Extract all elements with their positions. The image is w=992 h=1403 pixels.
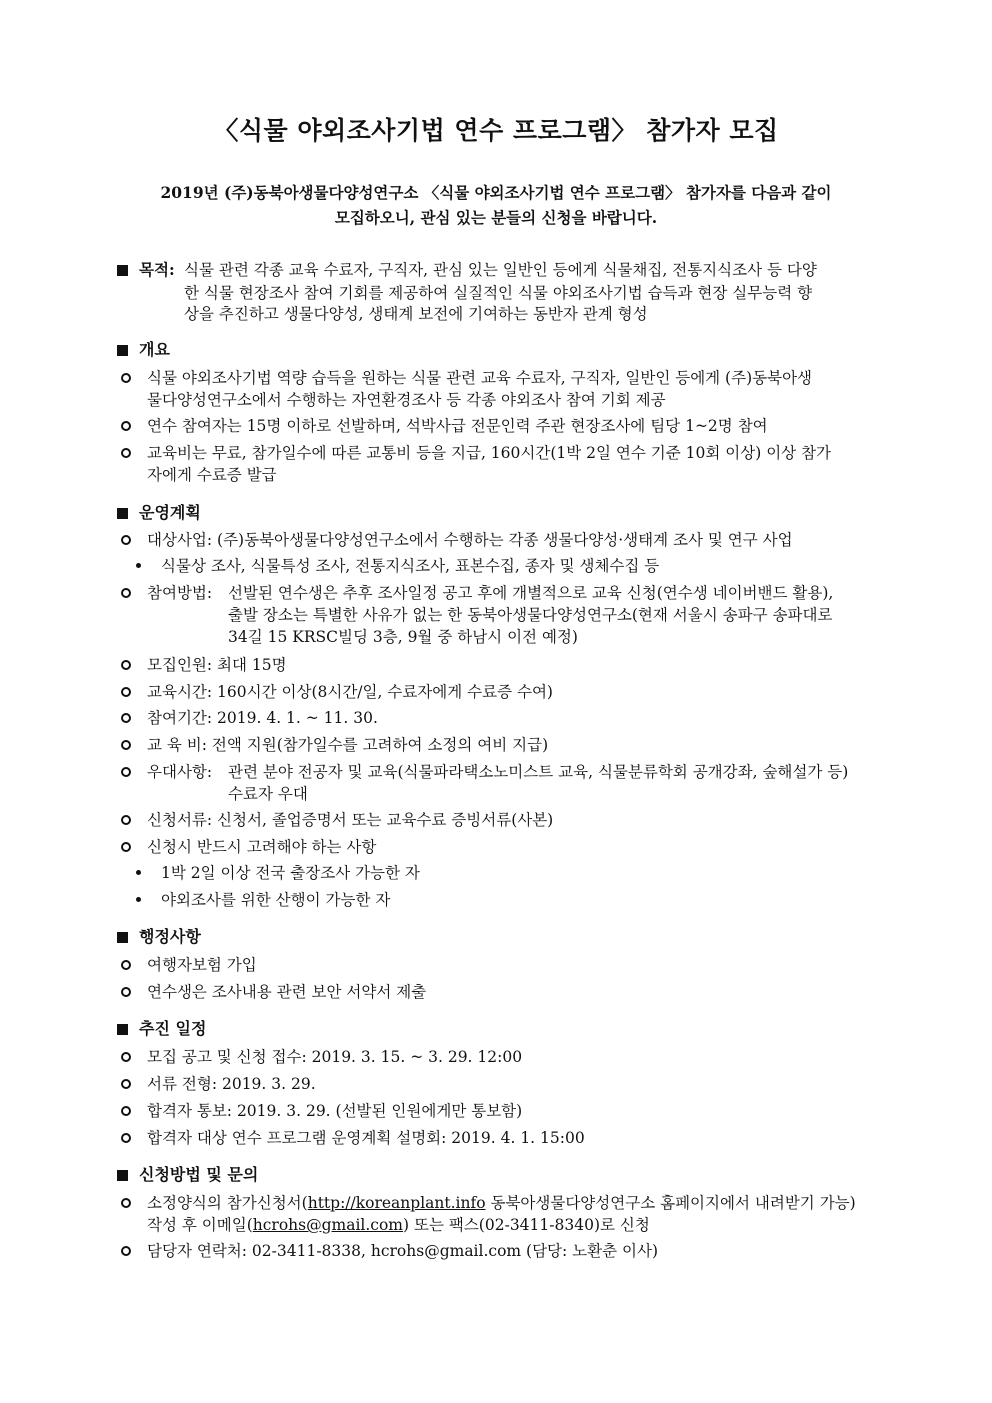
plan-recruit: 모집인원: 최대 15명 <box>147 656 287 674</box>
circle-bullet-icon <box>121 1106 131 1116</box>
plan-method-line: 선발된 연수생은 추후 조사일정 공고 후에 개별적으로 교육 신청(연수생 네이버밴드 활용), <box>228 584 834 602</box>
square-bullet-icon <box>117 508 128 519</box>
dot-bullet-icon <box>136 563 141 568</box>
circle-bullet-icon <box>121 660 131 670</box>
schedule-item: 합격자 통보: 2019. 3. 29. (선발된 인원에게만 통보함) <box>147 1102 523 1120</box>
circle-bullet-icon <box>121 740 131 750</box>
circle-bullet-icon <box>121 1198 131 1208</box>
schedule-item: 합격자 대상 연수 프로그램 운영계획 설명회: 2019. 4. 1. 15:00 <box>147 1129 585 1147</box>
circle-bullet-icon <box>121 713 131 723</box>
apply-contact: 담당자 연락처: 02-3411-8338, hcrohs@gmail.com (담당: 노환춘 이사) <box>147 1242 659 1260</box>
plan-docs: 신청서류: 신청서, 졸업증명서 또는 교육수료 증빙서류(사본) <box>147 811 554 829</box>
section-heading-overview: 개요 <box>139 340 170 359</box>
circle-bullet-icon <box>121 1079 131 1089</box>
page-title: 〈식물 야외조사기법 연수 프로그램〉 참가자 모집 <box>213 116 779 145</box>
circle-bullet-icon <box>121 421 131 431</box>
purpose-line: 한 식물 현장조사 참여 기회를 제공하여 실질적인 식물 야외조사기법 습득과 현장 실무능력 향 <box>184 284 813 302</box>
circle-bullet-icon <box>121 815 131 825</box>
dot-bullet-icon <box>136 897 141 902</box>
purpose-line: 상을 추진하고 생물다양성, 생태계 보전에 기여하는 동반자 관계 형성 <box>184 305 648 323</box>
section-heading-admin: 행정사항 <box>139 927 201 946</box>
section-heading-schedule: 추진 일정 <box>139 1019 207 1038</box>
plan-target-sub: 식물상 조사, 식물특성 조사, 전통지식조사, 표본수집, 종자 및 생체수집 등 <box>161 557 660 575</box>
circle-bullet-icon <box>121 588 131 598</box>
plan-method-line: 34길 15 KRSC빌딩 3층, 9월 중 하남시 이전 예정) <box>228 628 578 646</box>
overview-item: 자에게 수료증 발급 <box>147 466 277 484</box>
purpose-line: 식물 관련 각종 교육 수료자, 구직자, 관심 있는 일반인 등에게 식물채집, 전통지식조사 등 다양 <box>184 261 817 279</box>
plan-consider: 신청시 반드시 고려해야 하는 사항 <box>147 838 377 856</box>
apply-item-line2 <box>147 1214 650 1236</box>
circle-bullet-icon <box>121 1133 131 1143</box>
circle-bullet-icon <box>121 535 131 545</box>
plan-method-label: 참여방법: <box>147 584 213 602</box>
circle-bullet-icon <box>121 987 131 997</box>
section-heading-apply: 신청방법 및 문의 <box>139 1165 259 1184</box>
plan-cost: 교 육 비: 전액 지원(참가일수를 고려하여 소정의 여비 지급) <box>147 736 549 754</box>
intro-line: 2019년 (주)동북아생물다양성연구소 〈식물 야외조사기법 연수 프로그램〉 참가자를 다음과 같이 <box>160 183 832 202</box>
plan-target: 대상사업: (주)동북아생물다양성연구소에서 수행하는 각종 생물다양성·생태계 조사 및 연구 사업 <box>147 531 793 549</box>
circle-bullet-icon <box>121 842 131 852</box>
plan-consider-sub: 야외조사를 위한 산행이 가능한 자 <box>161 891 391 909</box>
plan-period: 참여기간: 2019. 4. 1. ~ 11. 30. <box>147 709 378 727</box>
intro-paragraph <box>120 180 872 230</box>
apply-text: 소정양식의 참가신청서( <box>147 1194 308 1212</box>
intro-line: 모집하오니, 관심 있는 분들의 신청을 바랍니다. <box>334 208 658 227</box>
plan-pref-line: 수료자 우대 <box>228 785 308 803</box>
schedule-item: 서류 전형: 2019. 3. 29. <box>147 1075 316 1093</box>
plan-pref-line: 관련 분야 전공자 및 교육(식물파라택소노미스트 교육, 식물분류학회 공개강좌, 숲해설가 등) <box>228 763 849 781</box>
overview-item: 식물 야외조사기법 역량 습득을 원하는 식물 관련 교육 수료자, 구직자, 일반인 등에게 (주)동북아생 <box>147 369 813 387</box>
circle-bullet-icon <box>121 1052 131 1062</box>
dot-bullet-icon <box>136 870 141 875</box>
square-bullet-icon <box>117 345 128 356</box>
admin-item: 여행자보험 가입 <box>147 956 257 974</box>
admin-item: 연수생은 조사내용 관련 보안 서약서 제출 <box>147 983 427 1001</box>
purpose-label: 목적: <box>139 260 175 279</box>
website-link[interactable]: http://koreanplant.info <box>307 1194 486 1212</box>
circle-bullet-icon <box>121 960 131 970</box>
overview-item: 물다양성연구소에서 수행하는 자연환경조사 등 각종 야외조사 참여 기회 제공 <box>147 391 666 409</box>
square-bullet-icon <box>117 265 128 276</box>
schedule-item: 모집 공고 및 신청 접수: 2019. 3. 15. ~ 3. 29. 12:00 <box>147 1048 523 1066</box>
circle-bullet-icon <box>121 373 131 383</box>
circle-bullet-icon <box>121 767 131 777</box>
section-heading-plan: 운영계획 <box>139 503 201 522</box>
plan-hours: 교육시간: 160시간 이상(8시간/일, 수료자에게 수료증 수여) <box>147 683 553 701</box>
email-link[interactable]: hcrohs@gmail.com <box>252 1216 404 1234</box>
square-bullet-icon <box>117 932 128 943</box>
plan-method-line: 출발 장소는 특별한 사유가 없는 한 동북아생물다양성연구소(현재 서울시 송파구 송파대로 <box>228 606 833 624</box>
circle-bullet-icon <box>121 448 131 458</box>
square-bullet-icon <box>117 1170 128 1181</box>
plan-pref-label: 우대사항: <box>147 763 213 781</box>
square-bullet-icon <box>117 1024 128 1035</box>
apply-text: 동북아생물다양성연구소 홈페이지에서 내려받기 가능) <box>485 1194 856 1212</box>
circle-bullet-icon <box>121 687 131 697</box>
circle-bullet-icon <box>121 1246 131 1256</box>
apply-text: 작성 후 이메일( <box>147 1216 253 1234</box>
overview-item: 교육비는 무료, 참가일수에 따른 교통비 등을 지급, 160시간(1박 2일 연수 기준 10회 이상) 이상 참가 <box>147 444 832 462</box>
apply-text: ) 또는 팩스(02-3411-8340)로 신청 <box>403 1216 650 1234</box>
overview-item: 연수 참여자는 15명 이하로 선발하며, 석박사급 전문인력 주관 현장조사에 팀당 1~2명 참여 <box>147 417 768 435</box>
apply-item <box>147 1192 856 1214</box>
plan-consider-sub: 1박 2일 이상 전국 출장조사 가능한 자 <box>161 864 420 882</box>
